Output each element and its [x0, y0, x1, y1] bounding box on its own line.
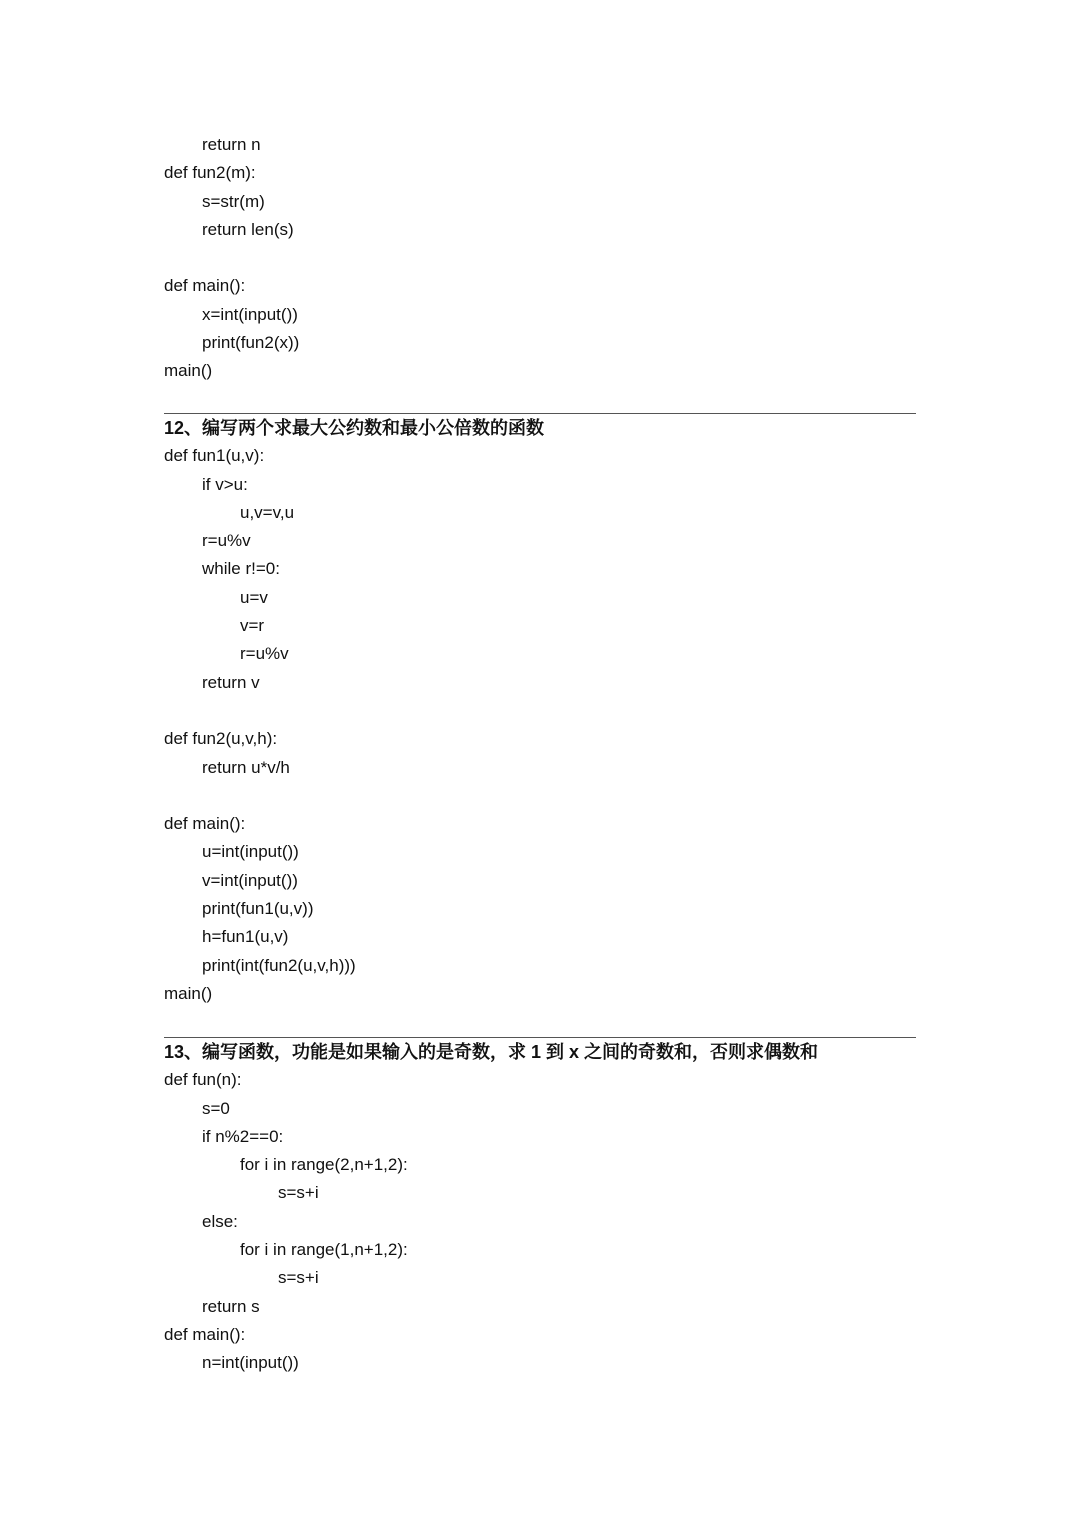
- code-line: def main():: [164, 814, 246, 834]
- section-12: [164, 414, 916, 1008]
- code-line: return v: [202, 672, 260, 692]
- code-line: s=str(m): [202, 191, 265, 211]
- code-line: for i in range(1,n+1,2):: [240, 1240, 408, 1260]
- code-line: else:: [202, 1211, 238, 1231]
- code-line: s=s+i: [278, 1183, 319, 1203]
- code-line: h=fun1(u,v): [202, 927, 289, 947]
- code-line: if v>u:: [202, 474, 248, 494]
- code-block-prev: [164, 131, 916, 386]
- section-12-heading: 12、编写两个求最大公约数和最小公倍数的函数: [164, 418, 545, 438]
- code-line: def main():: [164, 276, 246, 296]
- code-line: s=s+i: [278, 1268, 319, 1288]
- code-line: v=r: [240, 616, 265, 636]
- section-13: [164, 1038, 916, 1378]
- code-line: while r!=0:: [202, 559, 280, 579]
- code-line: [164, 244, 916, 272]
- code-line: v=int(input()): [202, 870, 298, 890]
- code-line: main(): [164, 361, 213, 381]
- code-line: r=u%v: [240, 644, 289, 664]
- code-line: return n: [202, 135, 261, 154]
- section-13-heading: 13、编写函数，功能是如果输入的是奇数，求 1 到 x 之间的奇数和，否则求偶数和: [164, 1042, 819, 1062]
- code-line: print(fun2(x)): [202, 333, 300, 353]
- code-line: def fun1(u,v):: [164, 446, 265, 466]
- code-line: def fun2(m):: [164, 163, 256, 183]
- code-line: if n%2==0:: [202, 1126, 284, 1146]
- code-line: print(int(fun2(u,v,h))): [202, 955, 356, 975]
- code-line: x=int(input()): [202, 304, 298, 324]
- code-line: u=int(input()): [202, 842, 299, 862]
- code-line: return s: [202, 1296, 260, 1316]
- code-line: for i in range(2,n+1,2):: [240, 1155, 408, 1175]
- code-line: def fun2(u,v,h):: [164, 729, 278, 749]
- code-line: u,v=v,u: [240, 502, 295, 522]
- code-line: main(): [164, 983, 213, 1003]
- code-line: def main():: [164, 1324, 246, 1344]
- code-line: return u*v/h: [202, 757, 290, 777]
- code-line: return len(s): [202, 219, 294, 239]
- code-line: u=v: [240, 587, 268, 607]
- code-line: r=u%v: [202, 531, 251, 551]
- code-line: def fun(n):: [164, 1070, 242, 1090]
- code-line: [164, 782, 916, 810]
- code-line: print(fun1(u,v)): [202, 899, 314, 919]
- code-line: n=int(input()): [202, 1353, 299, 1373]
- code-line: [164, 697, 916, 725]
- code-line: s=0: [202, 1098, 230, 1118]
